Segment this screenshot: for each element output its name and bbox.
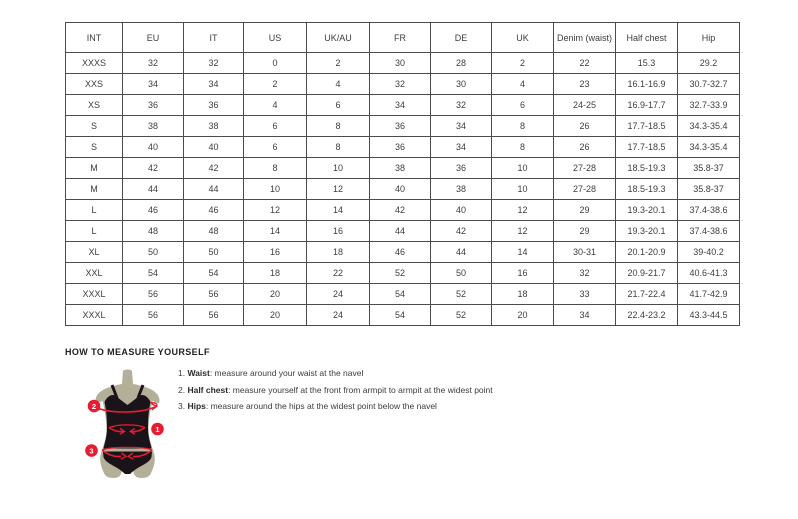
table-cell: 24 bbox=[307, 284, 370, 305]
header-cell: EU bbox=[123, 23, 184, 53]
table-cell: 34 bbox=[370, 95, 431, 116]
table-cell: XS bbox=[66, 95, 123, 116]
chest-marker-number: 2 bbox=[91, 401, 97, 411]
table-cell: 18 bbox=[492, 284, 554, 305]
mannequin-illustration-icon bbox=[78, 366, 182, 500]
table-cell: 22 bbox=[554, 53, 616, 74]
table-row bbox=[66, 263, 740, 284]
table-header-row bbox=[66, 23, 740, 53]
table-cell: 32 bbox=[123, 53, 184, 74]
table-cell: 36 bbox=[431, 158, 492, 179]
table-cell: 8 bbox=[307, 116, 370, 137]
table-cell: 42 bbox=[123, 158, 184, 179]
table-cell: 8 bbox=[492, 137, 554, 158]
measure-step: 3. Hips: measure around the hips at the widest point below the navel bbox=[178, 401, 437, 411]
table-row bbox=[66, 95, 740, 116]
table-cell: 54 bbox=[370, 305, 431, 326]
table-cell: 35.8-37 bbox=[678, 179, 740, 200]
table-cell: 19.3-20.1 bbox=[616, 221, 678, 242]
table-cell: 18 bbox=[244, 263, 307, 284]
table-cell: 38 bbox=[123, 116, 184, 137]
table-cell: 33 bbox=[554, 284, 616, 305]
table-cell: 56 bbox=[123, 305, 184, 326]
table-cell: 18 bbox=[307, 242, 370, 263]
table-cell: 34.3-35.4 bbox=[678, 116, 740, 137]
table-cell: 18.5-19.3 bbox=[616, 158, 678, 179]
table-cell: 16.1-16.9 bbox=[616, 74, 678, 95]
measure-section-title: HOW TO MEASURE YOURSELF bbox=[65, 347, 210, 357]
table-cell: 8 bbox=[492, 116, 554, 137]
table-cell: 56 bbox=[184, 305, 244, 326]
table-cell: 32 bbox=[184, 53, 244, 74]
table-cell: 20 bbox=[244, 305, 307, 326]
table-row bbox=[66, 242, 740, 263]
table-cell: 22 bbox=[307, 263, 370, 284]
table-cell: 24 bbox=[307, 305, 370, 326]
table-cell: 34 bbox=[123, 74, 184, 95]
table-cell: 4 bbox=[492, 74, 554, 95]
measure-steps-list bbox=[178, 368, 493, 418]
table-cell: 21.7-22.4 bbox=[616, 284, 678, 305]
table-cell: 16 bbox=[492, 263, 554, 284]
table-cell: 16 bbox=[307, 221, 370, 242]
table-cell: 16.9-17.7 bbox=[616, 95, 678, 116]
table-cell: 42 bbox=[184, 158, 244, 179]
table-cell: 16 bbox=[244, 242, 307, 263]
table-cell: 44 bbox=[370, 221, 431, 242]
measure-step: 1. Waist: measure around your waist at the navel bbox=[178, 368, 364, 378]
table-cell: XXXS bbox=[66, 53, 123, 74]
waist-marker-number: 1 bbox=[155, 424, 160, 434]
table-cell: 10 bbox=[492, 179, 554, 200]
table-row bbox=[66, 116, 740, 137]
table-cell: 37.4-38.6 bbox=[678, 221, 740, 242]
table-cell: 20.9-21.7 bbox=[616, 263, 678, 284]
table-cell: 12 bbox=[307, 179, 370, 200]
table-cell: 30 bbox=[431, 74, 492, 95]
chest-marker-badge bbox=[88, 400, 101, 413]
header-cell: Half chest bbox=[616, 23, 678, 53]
table-cell: 38 bbox=[370, 158, 431, 179]
table-cell: 19.3-20.1 bbox=[616, 200, 678, 221]
table-row bbox=[66, 74, 740, 95]
table-cell: 36 bbox=[123, 95, 184, 116]
table-cell: 34 bbox=[184, 74, 244, 95]
table-cell: 38 bbox=[184, 116, 244, 137]
table-cell: 44 bbox=[123, 179, 184, 200]
table-cell: 4 bbox=[307, 74, 370, 95]
table-cell: 50 bbox=[123, 242, 184, 263]
table-cell: 46 bbox=[370, 242, 431, 263]
table-cell: 10 bbox=[307, 158, 370, 179]
table-cell: 56 bbox=[123, 284, 184, 305]
table-cell: M bbox=[66, 179, 123, 200]
table-row bbox=[66, 137, 740, 158]
table-cell: XXXL bbox=[66, 284, 123, 305]
table-cell: 32.7-33.9 bbox=[678, 95, 740, 116]
table-cell: 52 bbox=[431, 305, 492, 326]
table-cell: 22.4-23.2 bbox=[616, 305, 678, 326]
table-cell: L bbox=[66, 221, 123, 242]
table-cell: 44 bbox=[184, 179, 244, 200]
measurement-figure bbox=[78, 366, 182, 500]
table-cell: 30.7-32.7 bbox=[678, 74, 740, 95]
table-cell: 46 bbox=[184, 200, 244, 221]
table-cell: 37.4-38.6 bbox=[678, 200, 740, 221]
table-cell: 38 bbox=[431, 179, 492, 200]
table-cell: 40 bbox=[123, 137, 184, 158]
table-cell: 2 bbox=[244, 74, 307, 95]
table-cell: 24-25 bbox=[554, 95, 616, 116]
table-cell: 23 bbox=[554, 74, 616, 95]
table-cell: 14 bbox=[244, 221, 307, 242]
table-cell: 26 bbox=[554, 116, 616, 137]
table-cell: 4 bbox=[244, 95, 307, 116]
table-cell: 14 bbox=[307, 200, 370, 221]
table-cell: 54 bbox=[370, 284, 431, 305]
measure-step: 2. Half chest: measure yourself at the front from armpit to armpit at the widest point bbox=[178, 384, 493, 395]
table-cell: 35.8-37 bbox=[678, 158, 740, 179]
table-cell: 18.5-19.3 bbox=[616, 179, 678, 200]
table-cell: 6 bbox=[244, 137, 307, 158]
table-cell: 41.7-42.9 bbox=[678, 284, 740, 305]
table-cell: 40.6-41.3 bbox=[678, 263, 740, 284]
table-cell: 54 bbox=[184, 263, 244, 284]
table-cell: 48 bbox=[123, 221, 184, 242]
table-cell: M bbox=[66, 158, 123, 179]
table-row bbox=[66, 158, 740, 179]
table-cell: 27-28 bbox=[554, 179, 616, 200]
table-cell: 20 bbox=[244, 284, 307, 305]
table-cell: XXXL bbox=[66, 305, 123, 326]
table-cell: 56 bbox=[184, 284, 244, 305]
header-cell: Denim (waist) bbox=[554, 23, 616, 53]
table-cell: 54 bbox=[123, 263, 184, 284]
table-cell: 34 bbox=[431, 116, 492, 137]
table-cell: 17.7-18.5 bbox=[616, 137, 678, 158]
table-cell: 26 bbox=[554, 137, 616, 158]
header-cell: INT bbox=[66, 23, 123, 53]
table-cell: 52 bbox=[370, 263, 431, 284]
table-cell: 40 bbox=[431, 200, 492, 221]
table-cell: S bbox=[66, 116, 123, 137]
table-cell: S bbox=[66, 137, 123, 158]
table-cell: 12 bbox=[492, 200, 554, 221]
table-cell: 40 bbox=[370, 179, 431, 200]
header-cell: UK/AU bbox=[307, 23, 370, 53]
table-row bbox=[66, 284, 740, 305]
table-cell: 6 bbox=[244, 116, 307, 137]
table-cell: 30 bbox=[370, 53, 431, 74]
table-cell: 2 bbox=[307, 53, 370, 74]
table-cell: 14 bbox=[492, 242, 554, 263]
table-row bbox=[66, 200, 740, 221]
table-cell: 17.7-18.5 bbox=[616, 116, 678, 137]
table-cell: 43.3-44.5 bbox=[678, 305, 740, 326]
table-cell: 48 bbox=[184, 221, 244, 242]
table-cell: 0 bbox=[244, 53, 307, 74]
table-cell: 29.2 bbox=[678, 53, 740, 74]
table-cell: 42 bbox=[370, 200, 431, 221]
table-cell: 8 bbox=[307, 137, 370, 158]
table-cell: 12 bbox=[244, 200, 307, 221]
table-cell: 28 bbox=[431, 53, 492, 74]
table-cell: 10 bbox=[244, 179, 307, 200]
table-cell: 27-28 bbox=[554, 158, 616, 179]
table-cell: 30-31 bbox=[554, 242, 616, 263]
table-cell: 6 bbox=[492, 95, 554, 116]
table-cell: 34 bbox=[554, 305, 616, 326]
table-cell: 46 bbox=[123, 200, 184, 221]
table-cell: L bbox=[66, 200, 123, 221]
table-cell: 36 bbox=[370, 116, 431, 137]
table-cell: 2 bbox=[492, 53, 554, 74]
table-cell: 20.1-20.9 bbox=[616, 242, 678, 263]
table-cell: 29 bbox=[554, 200, 616, 221]
table-cell: 44 bbox=[431, 242, 492, 263]
table-cell: 52 bbox=[431, 284, 492, 305]
table-cell: 15.3 bbox=[616, 53, 678, 74]
table-cell: 32 bbox=[431, 95, 492, 116]
table-cell: 32 bbox=[554, 263, 616, 284]
table-cell: 6 bbox=[307, 95, 370, 116]
table-cell: 50 bbox=[184, 242, 244, 263]
hips-marker-number: 3 bbox=[89, 446, 94, 456]
table-cell: 40 bbox=[184, 137, 244, 158]
table-cell: 12 bbox=[492, 221, 554, 242]
table-cell: 10 bbox=[492, 158, 554, 179]
table-cell: 50 bbox=[431, 263, 492, 284]
header-cell: Hip bbox=[678, 23, 740, 53]
header-cell: FR bbox=[370, 23, 431, 53]
table-row bbox=[66, 179, 740, 200]
table-row bbox=[66, 53, 740, 74]
header-cell: UK bbox=[492, 23, 554, 53]
table-row bbox=[66, 305, 740, 326]
table-cell: 8 bbox=[244, 158, 307, 179]
table-cell: 36 bbox=[184, 95, 244, 116]
waist-marker-badge bbox=[151, 423, 164, 436]
table-cell: 32 bbox=[370, 74, 431, 95]
table-cell: 39-40.2 bbox=[678, 242, 740, 263]
header-cell: US bbox=[244, 23, 307, 53]
header-cell: IT bbox=[184, 23, 244, 53]
table-cell: XXL bbox=[66, 263, 123, 284]
table-cell: 42 bbox=[431, 221, 492, 242]
table-cell: 34 bbox=[431, 137, 492, 158]
table-row bbox=[66, 221, 740, 242]
table-cell: XXS bbox=[66, 74, 123, 95]
table-cell: 34.3-35.4 bbox=[678, 137, 740, 158]
hips-marker-badge bbox=[85, 444, 98, 457]
table-cell: 36 bbox=[370, 137, 431, 158]
table-cell: 29 bbox=[554, 221, 616, 242]
table-cell: XL bbox=[66, 242, 123, 263]
size-chart-table bbox=[65, 22, 740, 326]
table-cell: 20 bbox=[492, 305, 554, 326]
header-cell: DE bbox=[431, 23, 492, 53]
